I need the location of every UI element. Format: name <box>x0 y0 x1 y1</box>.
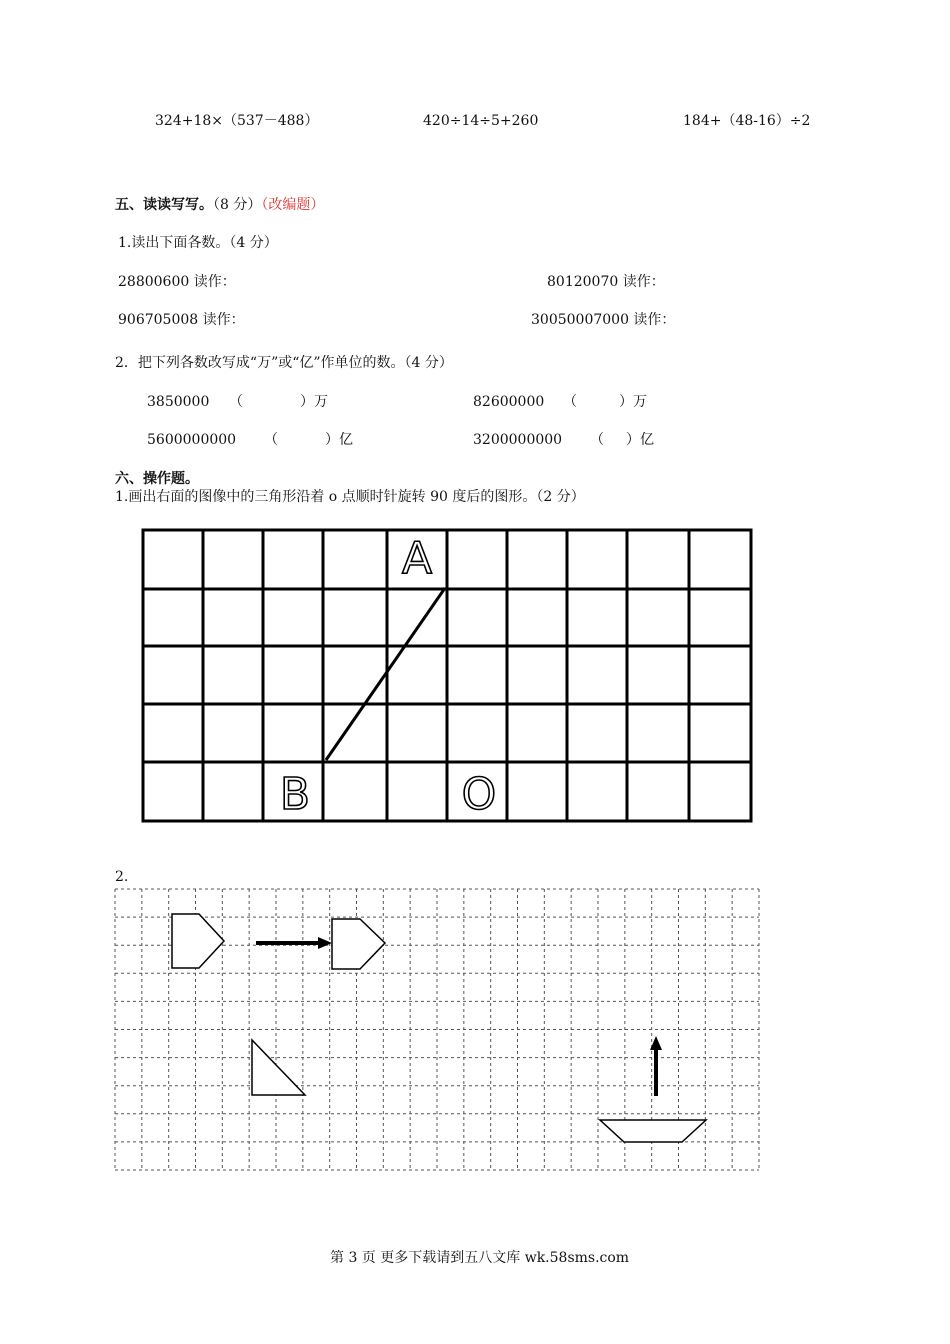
section-5-points: （8 分） <box>213 197 262 213</box>
section-6-q2-label: 2. <box>115 869 129 885</box>
read-item-1: 28800600 读作： <box>118 274 236 290</box>
expression-1: 324+18×（537－488） <box>155 113 319 129</box>
dotted-grid <box>112 886 766 1176</box>
rewrite-open-1: （ <box>229 394 243 410</box>
q1-prompt: 1.读出下面各数。（4 分） <box>118 235 278 251</box>
rewrite-num-2: 82600000 <box>473 394 545 410</box>
section-5-title: 五、读读写写。 <box>115 197 213 213</box>
expression-2: 420÷14÷5+260 <box>423 113 539 129</box>
rewrite-num-1: 3850000 <box>147 394 210 410</box>
section-6-q1-prompt: 1.画出右面的图像中的三角形沿着 o 点顺时针旋转 90 度后的图形。（2 分） <box>115 489 585 505</box>
rewrite-num-4: 3200000000 <box>473 432 563 448</box>
up-arrow-head <box>650 1036 662 1050</box>
q2-prompt: 2．把下列各数改写成“万”或“亿”作单位的数。（4 分） <box>115 355 453 371</box>
pentagon-translated <box>332 919 385 969</box>
expression-3: 184+（48-16）÷2 <box>683 113 811 129</box>
section-5-heading <box>115 196 324 214</box>
section-6-title: 六、操作题。 <box>115 471 199 487</box>
rewrite-open-2: （ <box>563 394 577 410</box>
read-item-3: 906705008 读作： <box>118 312 245 328</box>
rewrite-open-4: （ <box>590 432 604 448</box>
label-b: B <box>279 769 311 820</box>
read-item-2: 80120070 读作： <box>547 274 665 290</box>
rewrite-close-3: ）亿 <box>325 432 353 448</box>
section-5-note: （改编题） <box>261 197 325 213</box>
trapezoid <box>600 1120 706 1142</box>
rewrite-close-2: ）万 <box>619 394 647 410</box>
read-item-4: 30050007000 读作： <box>531 312 676 328</box>
pentagon-original <box>172 914 224 968</box>
label-o: O <box>461 769 497 820</box>
rotation-grid <box>140 527 754 824</box>
rewrite-num-3: 5600000000 <box>147 432 237 448</box>
label-a: A <box>401 533 433 584</box>
rewrite-close-1: ）万 <box>300 394 328 410</box>
page-footer: 第 3 页 更多下载请到五八文库 wk.58sms.com <box>330 1250 630 1266</box>
right-triangle <box>252 1040 305 1095</box>
rewrite-open-3: （ <box>264 432 278 448</box>
rewrite-close-4: ）亿 <box>626 432 654 448</box>
